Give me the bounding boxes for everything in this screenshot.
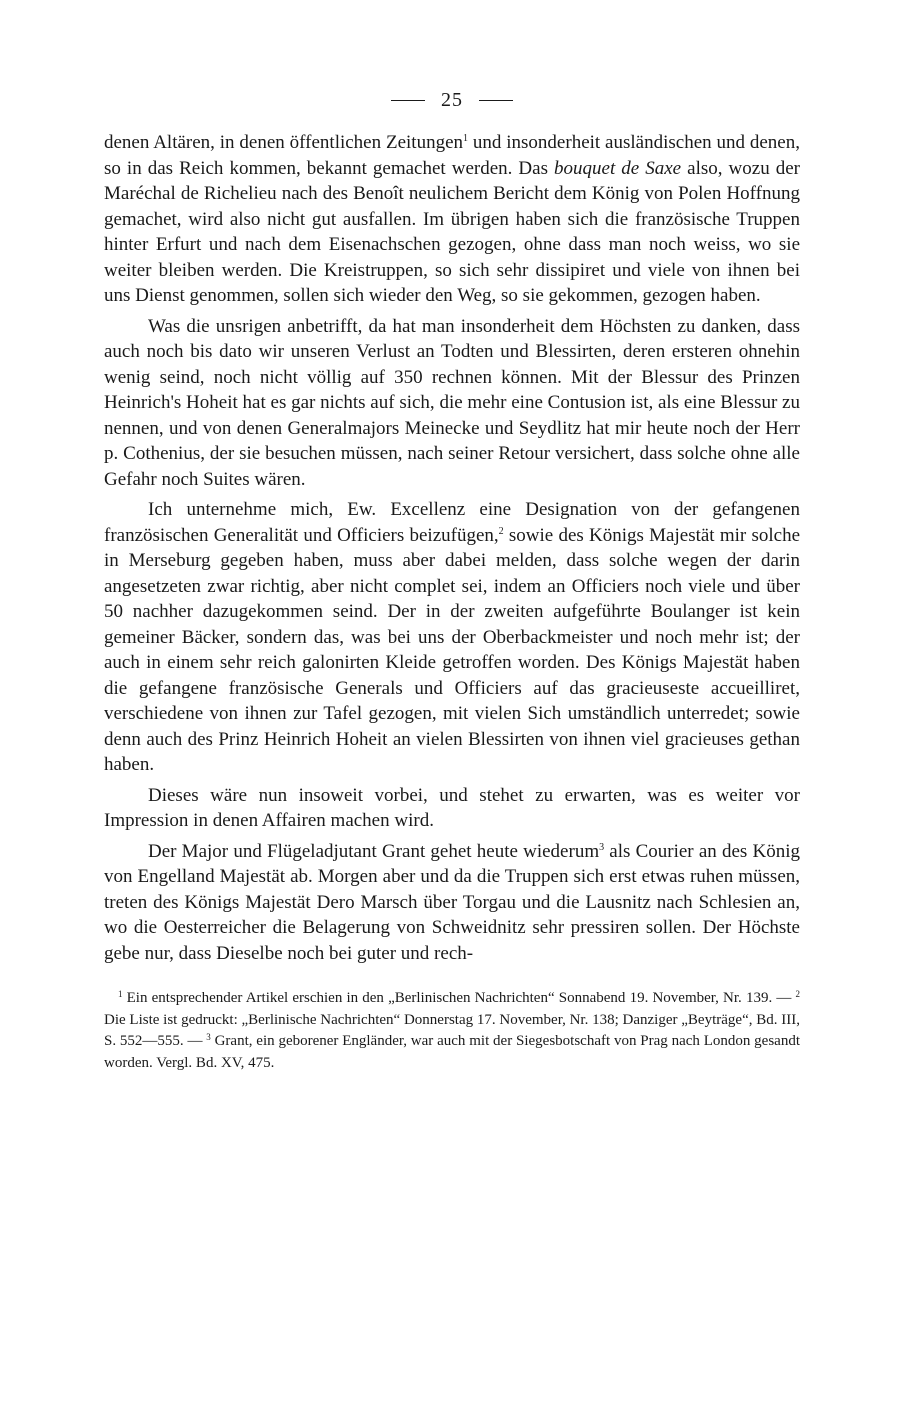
footnote-ref-3: 3 [599, 841, 605, 853]
footnote-ref-1: 1 [463, 133, 469, 144]
page-number: 25 [441, 88, 463, 111]
footnote-marker-2: 2 [795, 989, 800, 999]
paragraph-1-text-a: denen Altären, in denen öffentlichen Zeitungen [104, 132, 464, 153]
footnote-block [104, 988, 800, 1074]
paragraph-5-text-a: Der Major und Flügeladjutant Grant gehet heute wiederum [148, 840, 600, 862]
header-rule-left [391, 100, 425, 101]
paragraph-3-text-b: sowie des Königs Majestät mir solche in Merseburg gegeben haben, muss aber dabei melden, dass solche wegen der darin angesetzeten zwar richtig, aber nicht complet sei, indem an Officiers noch viele und über 50 nachher dazugekommen seind. Der in der zweiten aufgeführte Boulanger ist kein gemeiner Bäcker, sondern das, was bei uns der Oberbackmeister und noch mehr ist; der auch in einem sehr reich galonirten Kleide getroffen worden. Des Königs Majestät haben die gefangene französische Generals und Officiers auf das gracieuseste accueilliret, verschiedene von ihnen zur Tafel gezogen, mit vielen Sich umständlich unterredet; sowie denn auch des Prinz Heinrich Hoheit an vielen Blessirten von ihnen viel gracieuses gethan haben. [104, 524, 800, 775]
header-rule-right [479, 100, 513, 101]
page-header [104, 84, 800, 116]
footnote-ref-2: 2 [498, 525, 504, 537]
footnote-3-text: Grant, ein geborener Engländer, war auch mit der Siegesbotschaft von Prag nach London gesandt worden. Vergl. Bd. XV, 475. [104, 1033, 800, 1071]
footnote-2-text: Die Liste ist gedruckt: „Berlinische Nachrichten“ Donnerstag 17. November, Nr. 138; Danziger „Beyträge“, Bd. III, S. 552—555. — [104, 1011, 800, 1049]
document-page [104, 84, 800, 1074]
italic-phrase: bouquet de Saxe [554, 157, 682, 179]
footnote-marker-3: 3 [206, 1032, 211, 1042]
body-text [104, 130, 800, 966]
paragraph-3-text-a: Ich unternehme mich, Ew. Excellenz eine Designation von der gefangenen französischen Generalität und Officiers beizufügen, [104, 499, 800, 546]
paragraph-1 [104, 130, 800, 309]
paragraph-2: Was die unsrigen anbetrifft, da hat man insonderheit dem Höchsten zu danken, dass auch noch bis dato wir unseren Verlust an Todten und Blessirten, deren ersteren ohnehin wenig seind, noch nicht völlig auf 350 rechnen können. Mit der Blessur des Prinzen Heinrich's Hoheit hat es gar nichts auf sich, die mehr eine Contusion ist, als eine Blessur zu nennen, und von denen Generalmajors Meinecke und Seydlitz hat mir heute noch der Herr p. Cothenius, der sie besuchen müssen, nach seiner Retour versichert, dass solche ohne alle Gefahr noch Suites wären. [104, 315, 800, 490]
paragraph-1-text-b: und insonderheit ausländischen und denen, so in das Reich kommen, bekannt gemachet werden. Das [104, 132, 800, 179]
footnote-marker-1: 1 [118, 989, 123, 999]
footnotes [104, 988, 800, 1074]
paragraph-1-text-c: also, wozu der Maréchal de Richelieu nach des Benoît neulichem Bericht dem König von Polen Hoffnung gemachet, wird also nicht gut ausfallen. Im übrigen haben sich die französische Truppen hinter Erfurt und nach dem Eisenachschen gezogen, ohne dass man noch weiss, wo sie weiter bleiben werden. Die Kreistruppen, so sich sehr dissipiret und viele von ihnen bei uns Dienst genommen, sollen sich wieder den Weg, so sie gekommen, gezogen haben. [104, 157, 800, 306]
paragraph-5-text-b: als Courier an des König von Engelland Majestät ab. Morgen aber und da die Truppen sich erst etwas ruhen müssen, treten des Königs Majestät Dero Marsch über Torgau und die Lausnitz nach Schlesien an, wo die Oesterreicher die Belagerung von Schweidnitz sehr pressiren sollen. Der Höchste gebe nur, dass Dieselbe noch bei guter und rech- [104, 840, 800, 964]
footnote-1-text: Ein entsprechender Artikel erschien in den „Berlinischen Nachrichten“ Sonnabend 19. November, Nr. 139. — [122, 990, 796, 1006]
paragraph-3 [104, 497, 800, 778]
paragraph-5 [104, 839, 800, 967]
paragraph-4: Dieses wäre nun insoweit vorbei, und stehet zu erwarten, was es weiter vor Impression in denen Affairen machen wird. [104, 784, 800, 831]
